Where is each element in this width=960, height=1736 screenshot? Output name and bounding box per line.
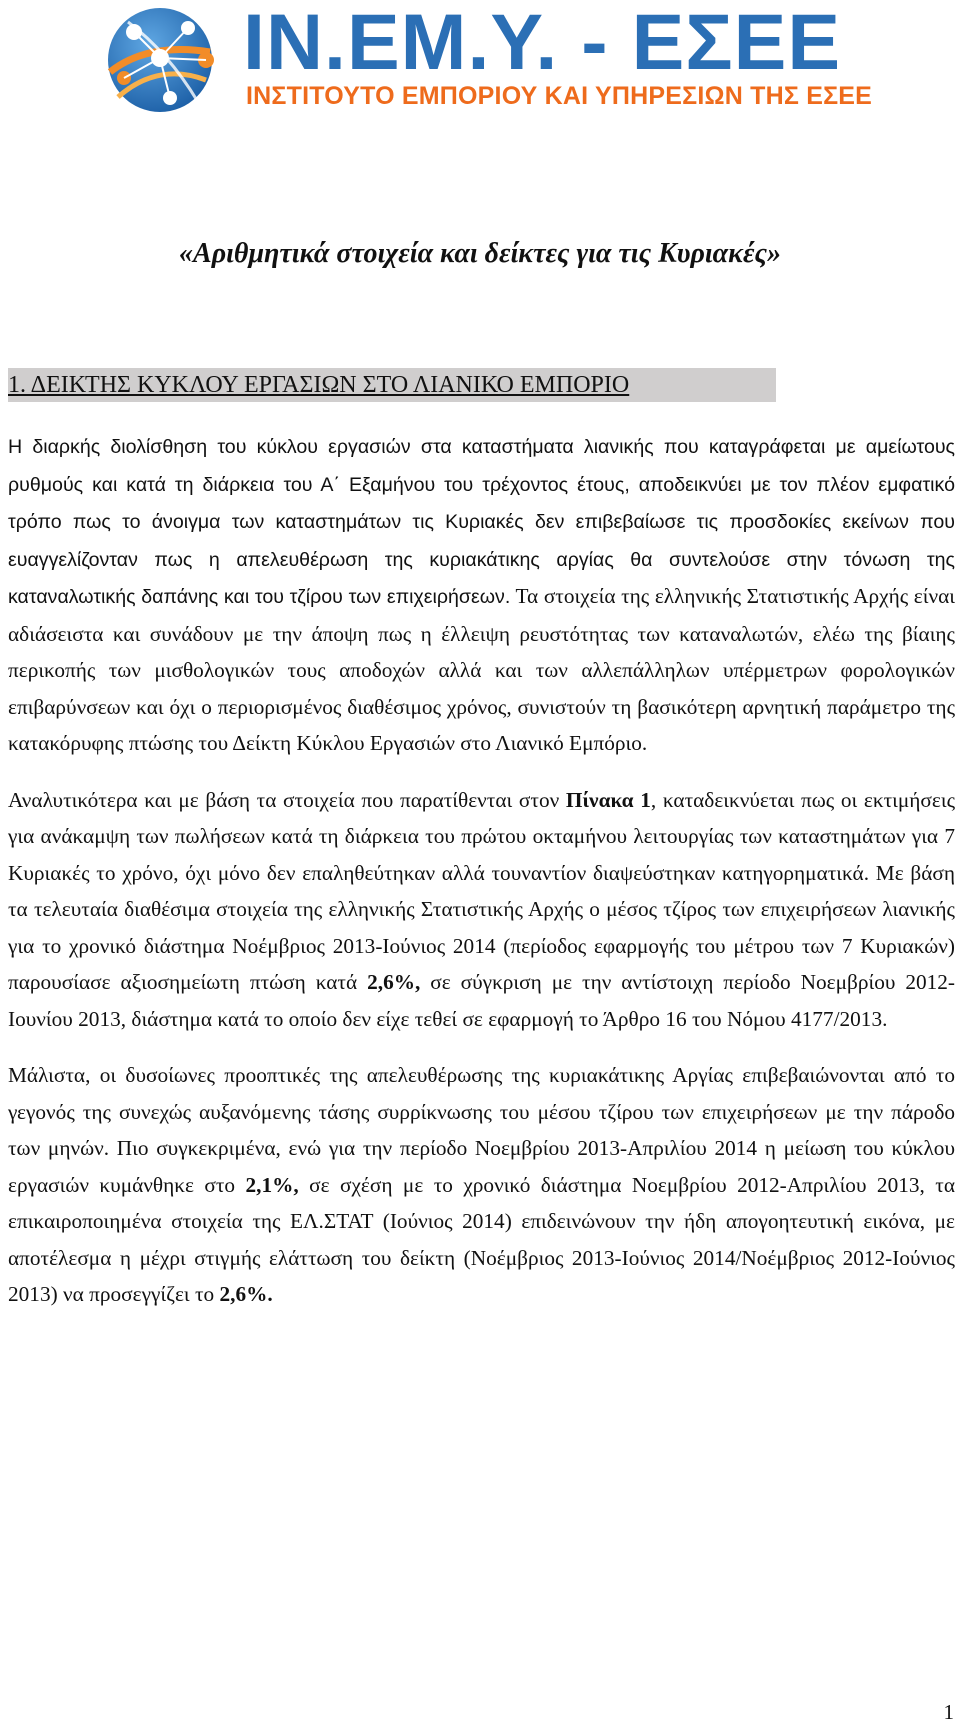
paragraph-2-bold-table-ref: Πίνακα 1 [565, 787, 651, 812]
logo-title: ΙΝ.ΕΜ.Υ. - ΕΣΕΕ [243, 0, 842, 86]
paragraph-3-text-b: σε σχέση με το χρονικό διάστημα Νοεμβρίου 2012-Απριλίου 2013, τα επικαιροποιημένα στοιχεία της ΕΛ.ΣΤΑΤ (Ιούνιος 2014) επιδεινώνουν την ήδη απογοητευτική εικόνα, με αποτέλεσμα η μέχρι στιγμής ελάττωση του δείκτη (Νοέμβριος 2013-Ιούνιος 2014/Νοέμβριος 2012-Ιούνιος 2013) να προσεγγίζει το [8, 1172, 955, 1306]
paragraph-2-text-c: σε σύγκριση με την αντίστοιχη περίοδο Νοεμβρίου 2012-Ιουνίου 2013, διάστημα κατά το οποίο δεν είχε τεθεί σε εφαρμογή το Άρθρο 16 του Νόμου 4177/2013. [8, 970, 956, 1031]
page-number: 1 [943, 1700, 954, 1724]
paragraph-2-bold-percent: 2,6%, [367, 970, 421, 994]
paragraph-3 [8, 1057, 955, 1313]
paragraph-1-sans-text: Η διαρκής διολίσθηση του κύκλου εργασιών στα καταστήματα λιανικής που καταγράφεται με αμείωτους ρυθμούς και κατά τη διάρκεια του Α΄ Εξαμήνου του τρέχοντος έτους, αποδεικνύει με τον πλέον εμφατικό τρόπο πως το άνοιγμα των καταστημάτων τις Κυριακές δεν επιβεβαίωσε τις προσδοκίες εκείνων που ευαγγελίζονταν πως η απελευθέρωση της κυριακάτικης αργίας θα συντελούσε στην τόνωση της καταναλωτικής δαπάνης και του τζίρου των επιχειρήσεων. [8, 436, 955, 608]
paragraph-2-text-b: , καταδεικνύεται πως οι εκτιμήσεις για ανάκαμψη των πωλήσεων κατά τη διάρκεια του πρώτου οκταμήνου λειτουργίας των καταστημάτων για 7 Κυριακές το χρόνο, όχι μόνο δεν επαληθεύτηκαν αλλά τουναντίον διαψεύστηκαν κατηγορηματικά. Με βάση τα τελευταία διαθέσιμα στοιχεία της ελληνικής Στατιστικής Αρχής ο μέσος τζίρος των επιχειρήσεων λιανικής για το χρονικό διάστημα Νοέμβριος 2013-Ιούνιος 2014 (περίοδος εφαρμογής του μέτρου των 7 Κυριακών) παρουσίασε αξιοσημείωτη πτώση κατά [8, 787, 956, 994]
institute-logo [88, 0, 873, 120]
paragraph-2 [8, 782, 955, 1038]
paragraph-3-text-a: Μάλιστα, οι δυσοίωνες προοπτικές της απελευθέρωσης της κυριακάτικης Αργίας επιβεβαιώνονται από το γεγονός της συνεχώς αυξανόμενης τάσης συρρίκνωσης του μέσου τζίρου των επιχειρήσεων με την πάροδο των μηνών. Πιο συγκεκριμένα, ενώ για την περίοδο Νοεμβρίου 2013-Απριλίου 2014 η μείωση του κύκλου εργασιών κυμάνθηκε στο [8, 1063, 955, 1197]
paragraph-3-bold-percent-1: 2,1%, [245, 1172, 299, 1197]
globe-network-icon [88, 2, 238, 120]
paragraph-2-text-a: Αναλυτικότερα και με βάση τα στοιχεία που παρατίθενται στον [8, 787, 566, 812]
paragraph-3-bold-percent-2: 2,6%. [219, 1282, 273, 1306]
section-heading: 1. ΔΕΙΚΤΗΣ ΚΥΚΛΟΥ ΕΡΓΑΣΙΩΝ ΣΤΟ ΛΙΑΝΙΚΟ ΕΜΠΟΡΙΟ [8, 368, 776, 402]
paragraph-1-serif-text: Τα στοιχεία της ελληνικής Στατιστικής Αρχής είναι αδιάσειστα και συνάδουν με την άποψη πως η έλλειψη ρευστότητας των καταναλωτών, ελέω της βίαιης περικοπής των μισθολογικών τους αποδοχών αλλά και των αλλεπάλληλων υπέρμετρων φορολογικών επιβαρύνσεων και όχι ο περιορισμένος διαθέσιμος χρόνος, συνιστούν τη βασικότερη αρνητική παράμετρο της κατακόρυφης πτώσης του Δείκτη Κύκλου Εργασιών στο Λιανικό Εμπόριο. [8, 584, 955, 755]
document-body [8, 428, 955, 1333]
document-title: «Αριθμητικά στοιχεία και δείκτες για τις Κυριακές» [179, 238, 781, 269]
paragraph-1 [8, 428, 955, 762]
logo-subtitle: ΙΝΣΤΙΤΟΥΤΟ ΕΜΠΟΡΙΟΥ ΚΑΙ ΥΠΗΡΕΣΙΩΝ ΤΗΣ ΕΣΕΕ [246, 82, 873, 110]
